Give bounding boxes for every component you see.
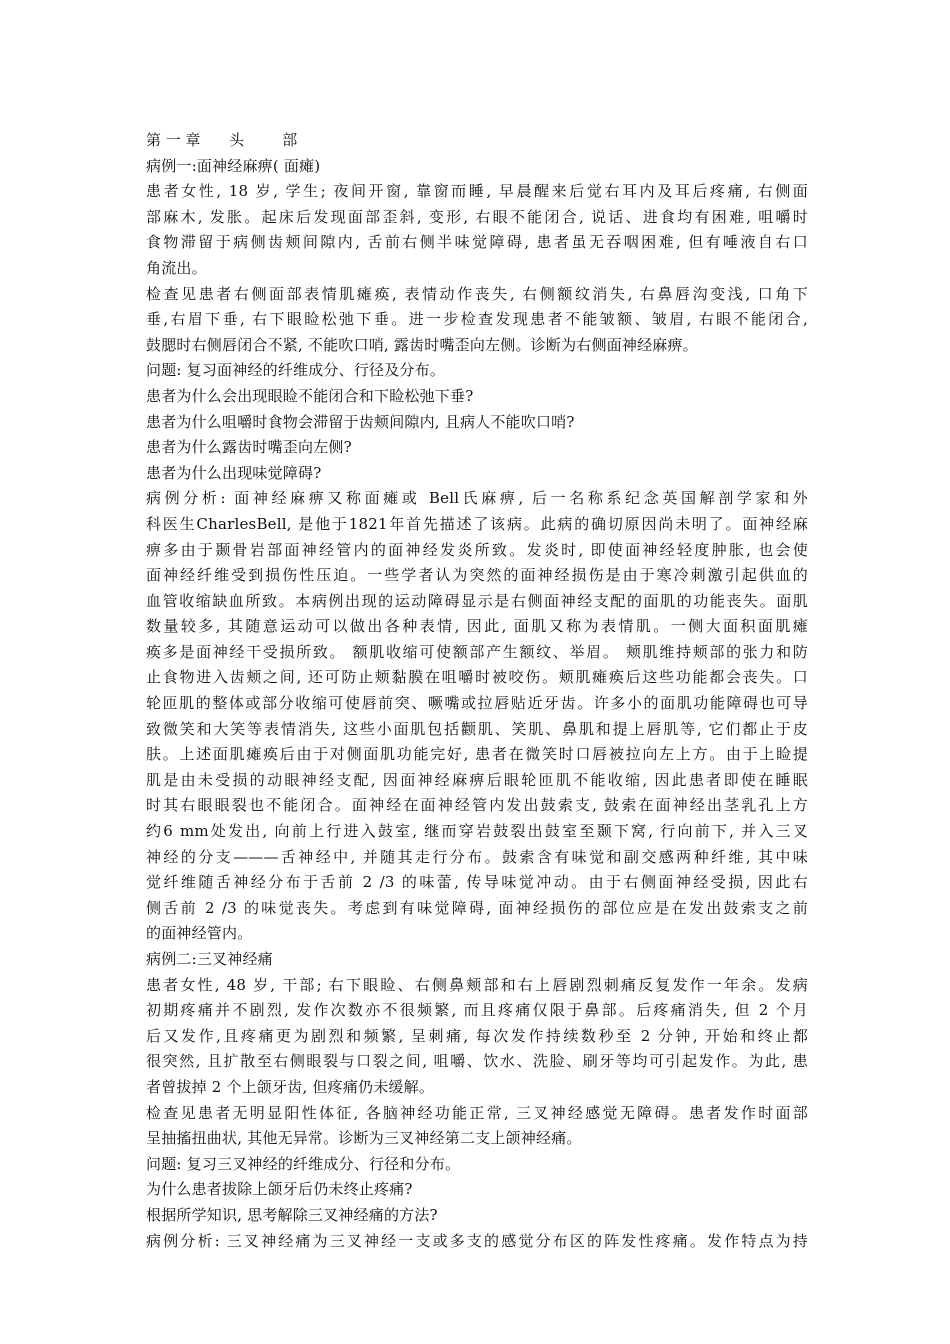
text-line: 科医生CharlesBell, 是他于1821年首先描述了该病。此病的确切原因尚未明了。面神经麻 <box>146 514 808 533</box>
text-line: 病例分析: 面神经麻痹又称面瘫或 Bell氏麻痹, 后一名称系纪念英国解剖学家和外 <box>146 489 808 508</box>
text-line: 神经的分支———舌神经中, 并随其走行分布。鼓索含有味觉和副交感两种纤维, 其中味 <box>146 847 808 866</box>
text-line: 数量较多, 其随意运动可以做出各种表情, 因此, 面肌又称为表情肌。一侧大面积面肌瘫 <box>146 617 808 636</box>
text-line: 者曾拔掉 2 个上颌牙齿, 但疼痛仍未缓解。 <box>146 1077 435 1096</box>
text-line: 血管收缩缺血所致。本病例出现的运动障碍显示是右侧面神经支配的面肌的功能丧失。面肌 <box>146 591 808 610</box>
text-line: 鼓腮时右侧唇闭合不紧, 不能吹口哨, 露齿时嘴歪向左侧。诊断为右侧面神经麻痹。 <box>146 335 698 354</box>
text-line: 致微笑和大笑等表情消失, 这些小面肌包括颧肌、笑肌、鼻肌和提上唇肌等, 它们都止于皮 <box>146 719 808 738</box>
document-body <box>146 154 808 1255</box>
document-page <box>146 128 808 1254</box>
text-line: 角流出。 <box>146 258 207 277</box>
text-line: 病例二:三叉神经痛 <box>146 950 273 968</box>
text-line: 后又发作,且疼痛更为剧烈和频繁, 呈刺痛, 每次发作持续数秒至 2 分钟, 开始和终止都 <box>146 1026 808 1045</box>
text-line: 时其右眼眼裂也不能闭合。面神经在面神经管内发出鼓索支, 鼓索在面神经出茎乳孔上方 <box>146 796 808 815</box>
text-line: 病例一:面神经麻痹( 面瘫) <box>146 156 321 175</box>
text-line: 检查见患者右侧面部表情肌瘫痪, 表情动作丧失, 右侧额纹消失, 右鼻唇沟变浅, 口角下 <box>146 284 808 303</box>
text-line: 问题: 复习三叉神经的纤维成分、行径和分布。 <box>146 1154 461 1173</box>
text-line: 肌是由未受损的动眼神经支配, 因面神经麻痹后眼轮匝肌不能收缩, 因此患者即使在睡眠 <box>146 770 808 789</box>
text-line: 痪多是面神经干受损所致。 额肌收缩可使额部产生额纹、举眉。 颊肌维持颊部的张力和防 <box>146 642 808 661</box>
text-line: 的面神经管内。 <box>146 924 253 943</box>
text-line: 约6 mm处发出, 向前上行进入鼓室, 继而穿岩鼓裂出鼓室至颞下窝, 行向前下, 并入三叉 <box>146 822 808 841</box>
text-line: 面神经纤维受到损伤性压迫。一些学者认为突然的面神经损伤是由于寒冷刺激引起供血的 <box>146 566 808 585</box>
text-line: 根据所学知识, 思考解除三叉神经痛的方法? <box>146 1205 438 1224</box>
text-line: 检查见患者无明显阳性体征, 各脑神经功能正常, 三叉神经感觉无障碍。患者发作时面部 <box>146 1103 808 1122</box>
text-line: 痹多由于颞骨岩部面神经管内的面神经发炎所致。发炎时, 即使面神经轻度肿胀, 也会使 <box>146 540 808 559</box>
text-line: 患者为什么出现味觉障碍? <box>146 463 322 482</box>
text-line: 患者女性, 18 岁, 学生; 夜间开窗, 靠窗而睡, 早晨醒来后觉右耳内及耳后疼痛, 右侧面 <box>146 182 808 201</box>
text-line: 肤。上述面肌瘫痪后由于对侧面肌功能完好, 患者在微笑时口唇被拉向左上方。由于上睑提 <box>146 745 808 764</box>
text-line: 患者为什么露齿时嘴歪向左侧? <box>146 438 352 457</box>
text-line: 患者女性, 48 岁, 干部; 右下眼睑、右侧鼻颊部和右上唇剧烈刺痛反复发作一年余。发病 <box>146 975 808 994</box>
text-line: 部麻木, 发胀。起床后发现面部歪斜, 变形, 右眼不能闭合, 说话、进食均有困难, 咀嚼时 <box>146 207 808 226</box>
text-line: 患者为什么会出现眼睑不能闭合和下睑松弛下垂? <box>146 386 474 405</box>
text-line: 止食物进入齿颊之间, 还可防止颊黏膜在咀嚼时被咬伤。颊肌瘫痪后这些功能都会丧失。口 <box>146 668 808 687</box>
text-line: 侧舌前 2 /3 的味觉丧失。考虑到有味觉障碍, 面神经损伤的部位应是在发出鼓索支之前 <box>146 898 808 917</box>
text-line: 垂,右眉下垂, 右下眼睑松弛下垂。进一步检查发现患者不能皱额、皱眉, 右眼不能闭合, <box>146 310 808 329</box>
text-line: 患者为什么咀嚼时食物会滞留于齿颊间隙内, 且病人不能吹口哨? <box>146 412 575 431</box>
text-line: 呈抽搐扭曲状, 其他无异常。诊断为三叉神经第二支上颌神经痛。 <box>146 1129 582 1148</box>
text-line: 觉纤维随舌神经分布于舌前 2 /3 的味蕾, 传导味觉冲动。由于右侧面神经受损, 因此右 <box>146 873 808 892</box>
text-line: 很突然, 且扩散至右侧眼裂与口裂之间, 咀嚼、饮水、洗脸、刷牙等均可引起发作。为此, 患 <box>146 1052 808 1071</box>
text-line: 病例分析: 三叉神经痛为三叉神经一支或多支的感觉分布区的阵发性疼痛。发作特点为持 <box>146 1231 808 1250</box>
text-line: 问题: 复习面神经的纤维成分、行径及分布。 <box>146 361 446 380</box>
text-line: 轮匝肌的整体或部分收缩可使唇前突、噘嘴或拉唇贴近牙齿。许多小的面肌功能障碍也可导 <box>146 694 808 713</box>
text-line: 为什么患者拔除上颌牙后仍未终止疼痛? <box>146 1180 413 1199</box>
text-line: 食物滞留于病侧齿颊间隙内, 舌前右侧半味觉障碍, 患者虽无吞咽困难, 但有唾液自右口 <box>146 233 808 252</box>
text-line: 初期疼痛并不剧烈, 发作次数亦不很频繁, 而且疼痛仅限于鼻部。后疼痛消失, 但 2 个月 <box>146 1001 808 1020</box>
chapter-title: 第 一 章 头 部 <box>146 131 298 149</box>
